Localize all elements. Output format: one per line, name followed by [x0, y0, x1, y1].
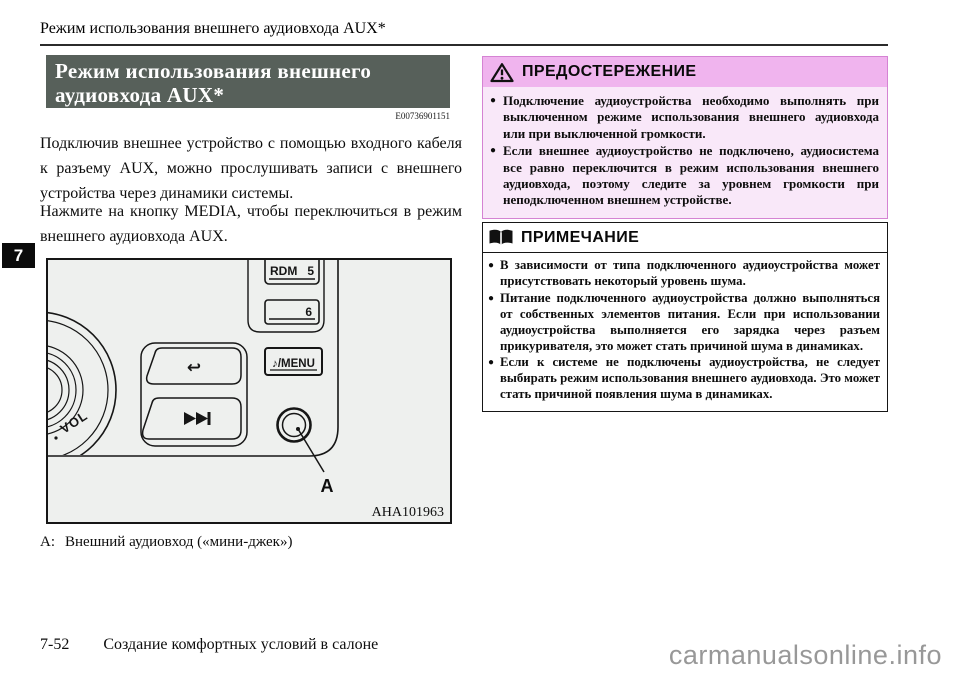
vol-dot	[54, 436, 57, 439]
bullet-icon: ●	[488, 357, 495, 369]
bullet-icon: ●	[488, 260, 495, 271]
warning-box	[482, 56, 888, 219]
note-item: ● В зависимости от типа подключенного аудиоустройства может присутствовать некоторый уровень шума.	[488, 258, 880, 288]
body-paragraph: Нажмите на кнопку MEDIA, чтобы переключиться в режим внешнего аудиовхода AUX.	[40, 203, 462, 245]
rdm-label: RDM	[270, 264, 298, 278]
section-code: E00736901151	[395, 111, 450, 121]
chapter-tab: 7	[2, 243, 35, 268]
audio-panel-drawing	[48, 260, 450, 522]
footer-page-number: 7-52	[40, 636, 70, 653]
warning-item: ● Если внешнее аудиоустройство не подключено, аудиосистема все равно переключится в режим использования внешнего аудиовхода, поэтому следите за уровнем громкости при неподключенном внешнем устройстве.	[490, 143, 879, 208]
note-box-body	[483, 253, 887, 411]
jack-dot	[296, 427, 300, 431]
preset6-label: 6	[305, 305, 312, 319]
menu-label: ♪/MENU	[272, 358, 315, 370]
figure-caption-text: Внешний аудиовход («мини-джек»)	[65, 534, 293, 550]
aux-jack-inner	[283, 414, 306, 437]
note-box-header	[483, 223, 887, 253]
header-rule	[40, 44, 888, 46]
skip-icon	[184, 412, 211, 425]
back-arrow-icon: ↩	[186, 358, 202, 378]
warning-item: ● Подключение аудиоустройства необходимо выполнять при выключенном режиме использования внешнего аудиовхода или при выключенной громкости.	[490, 93, 879, 141]
figure-audio-panel	[46, 258, 452, 524]
bullet-icon: ●	[490, 145, 497, 157]
section-title-line1: Режим использования внешнего	[55, 59, 372, 83]
body-paragraph: Подключив внешнее устройство с помощью входного кабеля к разъему AUX, можно прослушивать записи с внешнего устройства через динамики системы.	[40, 135, 462, 202]
section-title	[46, 55, 450, 108]
callout-a-label: A	[320, 476, 334, 496]
warning-box-body	[483, 87, 887, 218]
note-item: ● Питание подключенного аудиоустройства должно выполняться от собственных элементов питания. Если при использовании аудиоустройства выполняется его зарядка через разъем прикуривателя, это может стать причиной шума в динамиках.	[488, 290, 880, 353]
callout-leader-line	[298, 429, 324, 472]
bullet-icon: ●	[490, 95, 497, 106]
page-footer	[40, 636, 378, 654]
watermark-text: carmanualsonline.info	[668, 640, 942, 670]
warning-triangle-icon	[490, 62, 514, 83]
running-header: Режим использования внешнего аудиовхода AUX*	[40, 20, 386, 37]
vol-label: VOL	[57, 407, 91, 437]
open-book-icon	[488, 229, 514, 247]
bullet-icon: ●	[488, 292, 495, 304]
note-box-title: ПРИМЕЧАНИЕ	[521, 228, 640, 246]
preset5-label: 5	[307, 264, 314, 278]
note-box	[482, 222, 888, 412]
note-item: ● Если к системе не подключены аудиоустройства, не следует выбирать режим использования внешнего аудиовхода. Это может стать причиной появления шума в динамиках.	[488, 355, 880, 402]
warning-box-title: ПРЕДОСТЕРЕЖЕНИЕ	[522, 63, 697, 80]
warning-box-header	[483, 57, 887, 87]
volume-knob-arcs	[48, 312, 116, 468]
figure-image-code: AHA101963	[371, 505, 444, 520]
figure-caption-label: А:	[40, 534, 55, 550]
footer-chapter-title: Создание комфортных условий в салоне	[103, 636, 379, 653]
figure-caption	[40, 534, 292, 551]
section-title-line2: аудиовхода AUX*	[55, 83, 225, 107]
